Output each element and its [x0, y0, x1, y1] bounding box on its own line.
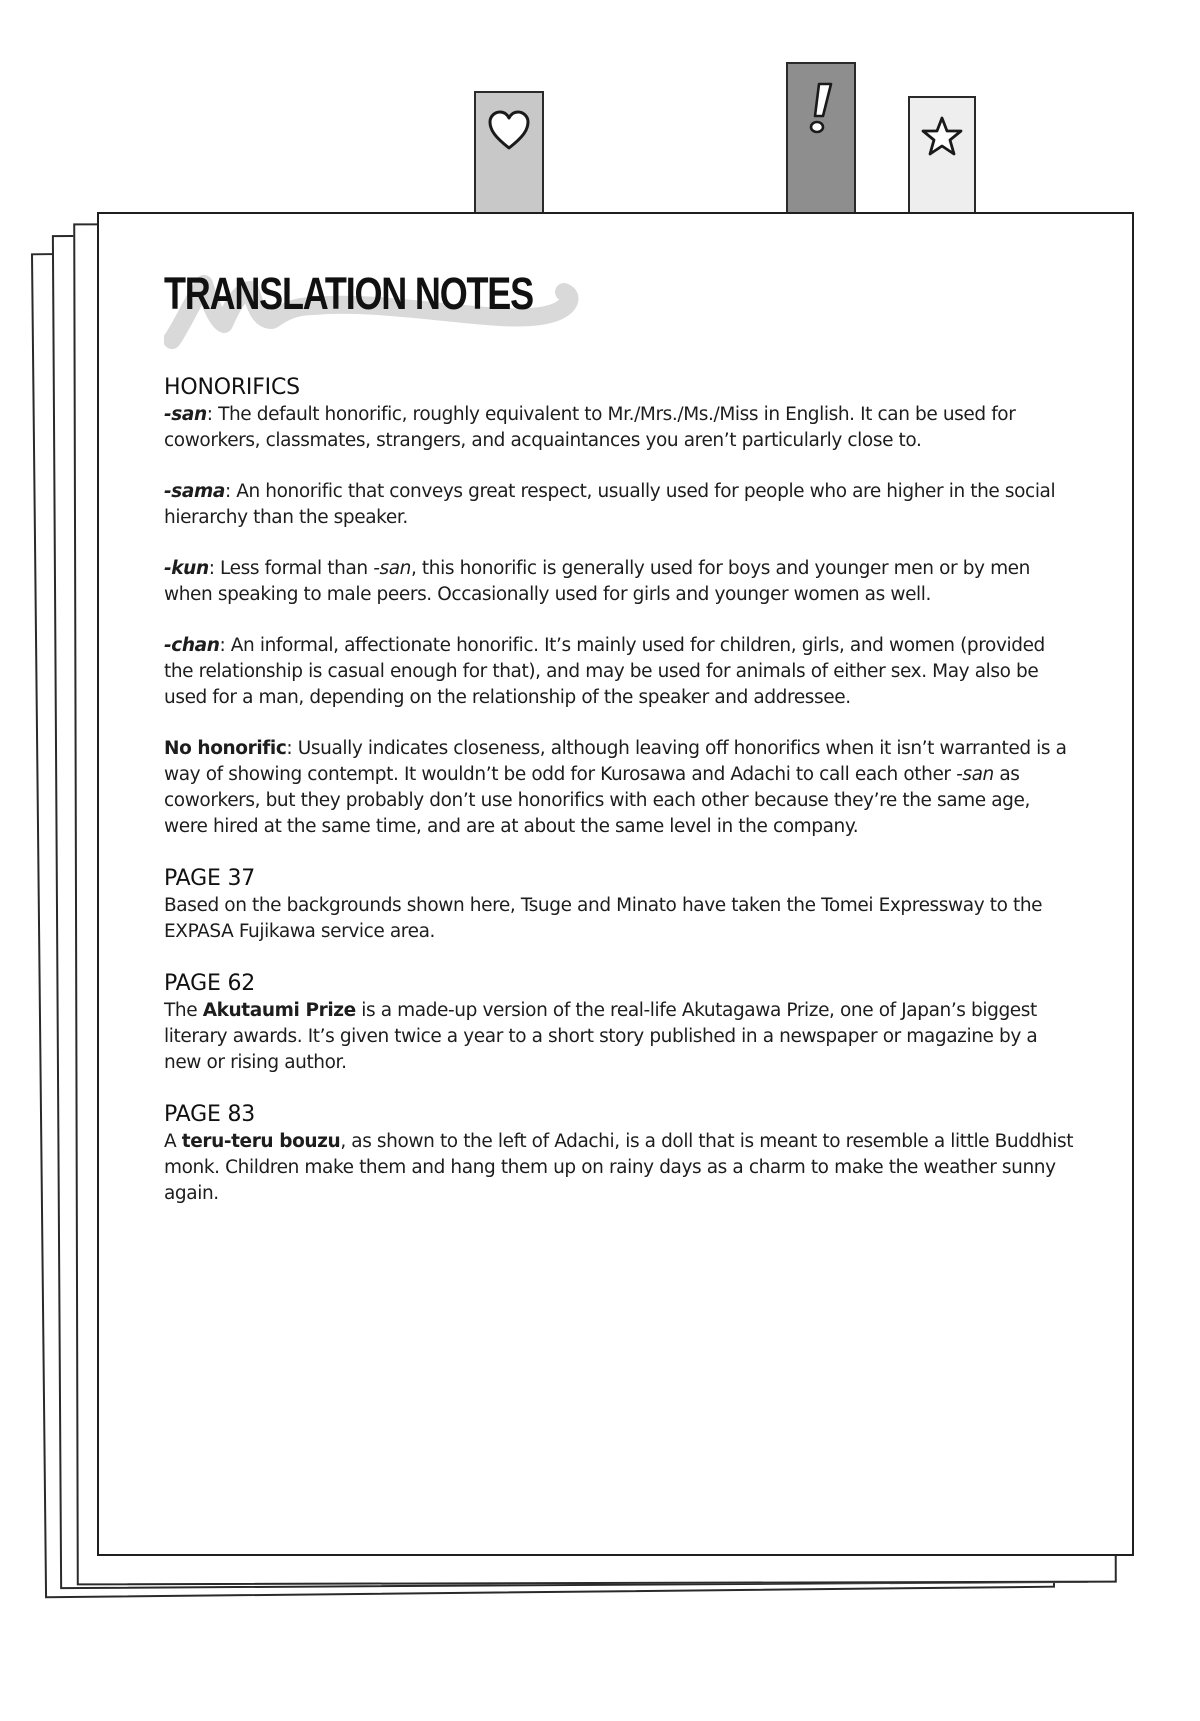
honorific-term: -san	[164, 404, 207, 425]
page-note-text-end: is a made-up version of the real-life Akutagawa Prize, one of Japan’s biggest literary awards. It’s given twice a year to a short story published in a newspaper or magazine by a new or rising author.	[164, 1000, 1038, 1073]
page-note-text	[164, 1129, 1074, 1207]
page-note-term: Akutaumi Prize	[202, 1000, 356, 1021]
honorific-description: : Usually indicates closeness, although leaving off honorifics when it isn’t warranted is a way of showing contempt. It wouldn’t be odd for Kurosawa and Adachi to call each other	[164, 738, 1067, 785]
honorific-entry-sama	[164, 479, 1074, 531]
heart-bookmark-tab	[474, 91, 544, 221]
honorific-description: : An honorific that conveys great respect, usually used for people who are higher in the social hierarchy than the speaker.	[164, 481, 1056, 528]
star-bookmark-tab	[908, 96, 976, 222]
exclamation-icon	[801, 80, 841, 140]
notes-content	[164, 374, 1074, 1232]
page-note-heading: PAGE 62	[164, 971, 256, 996]
honorific-entry-san	[164, 402, 1074, 454]
honorific-entry-chan	[164, 633, 1074, 711]
honorific-term: No honorific	[164, 738, 287, 759]
honorific-term: -kun	[164, 558, 209, 579]
honorific-term: -chan	[164, 635, 220, 656]
honorific-inline-term: -san	[373, 558, 411, 579]
page-note-text-start: A	[164, 1131, 182, 1152]
page-title: TRANSLATION NOTES	[164, 268, 533, 319]
star-icon	[919, 114, 965, 160]
honorific-entry-kun	[164, 556, 1074, 608]
honorific-description: : An informal, affectionate honorific. It’s mainly used for children, girls, and women (provided the relationship is casual enough for that), and may be used for animals of either sex. May also be used for a man, depending on the relationship of the speaker and addressee.	[164, 635, 1045, 708]
honorifics-heading: HONORIFICS	[164, 375, 300, 400]
page-note-62	[164, 970, 1074, 1076]
honorific-inline-term: -san	[956, 764, 994, 785]
page-note-text	[164, 998, 1074, 1076]
page-note-83	[164, 1101, 1074, 1207]
page-note-heading: PAGE 37	[164, 866, 256, 891]
honorific-entry-none	[164, 736, 1074, 840]
page-note-text-start: The	[164, 1000, 203, 1021]
page-note-37	[164, 865, 1074, 945]
honorific-description-cont: , this honorific is generally used for boys and younger men or by men when speaking to male peers. Occasionally used for girls and younger women as well.	[164, 558, 1030, 605]
page-note-text: Based on the backgrounds shown here, Tsuge and Minato have taken the Tomei Expressway to the EXPASA Fujikawa service area.	[164, 895, 1043, 942]
page-note-text-end: , as shown to the left of Adachi, is a doll that is meant to resemble a little Buddhist monk. Children make them and hang them up on rainy days as a charm to make the weather sunny again.	[164, 1131, 1074, 1204]
page-note-heading: PAGE 83	[164, 1102, 256, 1127]
title-block	[164, 262, 584, 352]
page-note-term: teru-teru bouzu	[181, 1131, 341, 1152]
exclamation-bookmark-tab	[786, 62, 856, 222]
honorific-term: -sama	[164, 481, 225, 502]
honorific-description-cont: as coworkers, but they probably don’t use honorifics with each other because they’re the same age, were hired at the same time, and are at about the same level in the company.	[164, 764, 1030, 837]
honorific-description: : The default honorific, roughly equivalent to Mr./Mrs./Ms./Miss in English. It can be used for coworkers, classmates, strangers, and acquaintances you aren’t particularly close to.	[164, 404, 1016, 451]
heart-icon	[487, 109, 531, 153]
honorific-description: : Less formal than	[208, 558, 374, 579]
